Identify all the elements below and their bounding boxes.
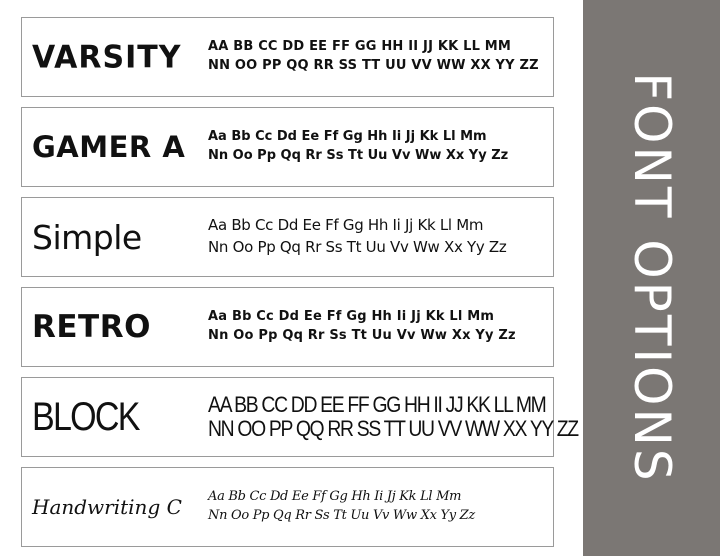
alphabet-line-2: NN OO PP QQ RR SS TT UU VV WW XX YY ZZ	[208, 416, 578, 441]
font-row-handwriting-c	[21, 467, 554, 547]
font-row-varsity	[21, 17, 554, 97]
alphabet-sample	[208, 468, 547, 546]
font-name: Handwriting C	[32, 495, 182, 519]
alphabet-sample	[208, 288, 547, 366]
side-panel-title: FONT OPTIONS	[622, 72, 681, 484]
alphabet-line-2: Nn Oo Pp Qq Rr Ss Tt Uu Vv Ww Xx Yy Zz	[208, 508, 475, 523]
alphabet-sample	[208, 108, 547, 186]
font-row-retro	[21, 287, 554, 367]
font-name: BLOCK	[32, 394, 139, 439]
font-name: VARSITY	[32, 38, 182, 76]
alphabet-line-2: Nn Oo Pp Qq Rr Ss Tt Uu Vv Ww Xx Yy Zz	[208, 328, 516, 343]
alphabet-line-1: AA BB CC DD EE FF GG HH II JJ KK LL MM	[208, 39, 512, 55]
font-row-gamer-a	[21, 107, 554, 187]
font-row-block	[21, 377, 578, 457]
font-name: RETRO	[32, 309, 151, 345]
font-name: GAMER A	[32, 130, 186, 164]
alphabet-sample	[208, 198, 547, 276]
alphabet-line-1: Aa Bb Cc Dd Ee Ff Gg Hh Ii Jj Kk Ll Mm	[208, 129, 487, 145]
alphabet-line-2: Nn Oo Pp Qq Rr Ss Tt Uu Vv Ww Xx Yy Zz	[208, 238, 507, 256]
alphabet-line-1: AA BB CC DD EE FF GG HH II JJ KK LL MM	[208, 391, 546, 417]
alphabet-line-1: Aa Bb Cc Dd Ee Ff Gg Hh Ii Jj Kk Ll Mm	[208, 309, 495, 325]
alphabet-sample	[208, 18, 547, 96]
font-row-simple	[21, 197, 554, 277]
alphabet-line-2: Nn Oo Pp Qq Rr Ss Tt Uu Vv Ww Xx Yy Zz	[208, 148, 509, 163]
alphabet-line-2: NN OO PP QQ RR SS TT UU VV WW XX YY ZZ	[208, 58, 539, 73]
alphabet-line-1: Aa Bb Cc Dd Ee Ff Gg Hh Ii Jj Kk Ll Mm	[208, 216, 484, 235]
font-name: Simple	[32, 217, 142, 257]
alphabet-line-1: Aa Bb Cc Dd Ee Ff Gg Hh Ii Jj Kk Ll Mm	[208, 489, 462, 505]
alphabet-sample	[208, 378, 578, 456]
side-panel	[583, 0, 720, 556]
